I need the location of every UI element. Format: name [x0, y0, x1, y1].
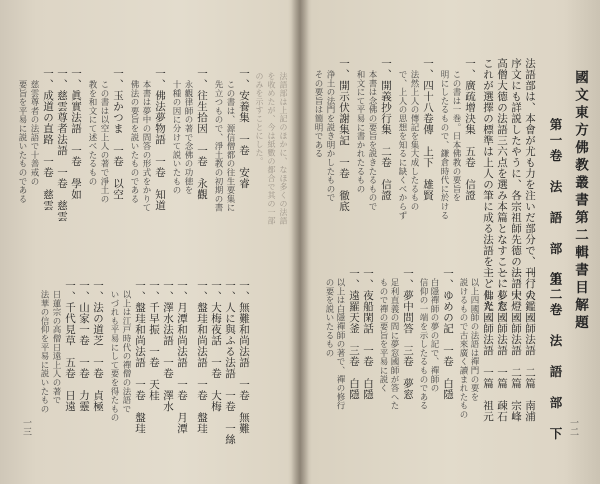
entry-text: 白隱禪師の夢の記で、禪師の: [429, 278, 439, 393]
entry-text: 説けるもので古來廣く讀まれたもの: [458, 278, 468, 419]
right-page: [300, 0, 600, 484]
entry-title: 一、千早振 一卷 天桂: [148, 280, 160, 401]
entry-text: この書は、源信僧都の往生要集に: [225, 80, 235, 212]
entry-text: 法然上人の傳記を集大成したるもの: [409, 70, 419, 211]
page-title: 國文東方佛教叢書第二輯書目解題: [572, 70, 588, 333]
entry-title: 一、盤珪和尚法語 一卷 盤珪: [134, 280, 146, 434]
entry-text: もので禪の要旨を平易に説く: [378, 278, 388, 393]
entry-text: 足利直義の問に夢窓國師が答へた: [389, 278, 399, 410]
intro-note-line: のみを示すことにした。: [255, 72, 264, 166]
entry-title: 一、安養集 一卷 安睿: [238, 68, 250, 189]
entry-text: の要を説いたるもの: [324, 278, 334, 358]
entry-title: 一、大鑑國師法語 二篇 南浦: [524, 268, 536, 422]
entry-text: で、上人の思想を知るに缺くべからず: [397, 70, 407, 220]
entry-text: 本書は夢中の問答の形式をかりて: [141, 80, 151, 212]
section-heading-upper: 第一卷 法 語 部 上: [548, 118, 563, 289]
intro-line: これが選擇の標準は上人の筆に成る法語を主とした: [482, 58, 494, 311]
entry-text: 法華の信仰を平易に説いたもの: [39, 290, 49, 414]
intro-note-line: 法語部は上記のほかに、なほ多くの法語: [279, 72, 288, 225]
entry-text: この書は以空上人の著で淨土の: [99, 80, 109, 204]
page-number: 一三: [21, 418, 31, 436]
entry-text: 信仰の一端を示したるものである: [418, 278, 428, 410]
entry-title: 一、大梅夜話 一卷 大梅: [210, 280, 222, 412]
entry-text: 明にしたるもので、鎌倉時代に於ける: [439, 70, 449, 220]
entry-title: 一、夢窓國師法語 一篇 疎石: [496, 268, 508, 422]
entry-title: 一、佛法夢物語 一卷 知道: [154, 68, 166, 211]
intro-line: 高僧大德の法語三六点を選み本篇となすことにした: [496, 58, 508, 311]
entry-title: 一、成道の直路 一卷 慈雲: [42, 68, 54, 211]
entry-title: 一、人に與ふる法語 一卷 一絲: [224, 280, 236, 445]
entry-title: 一、開示伏謝集記 一卷 徹底: [338, 58, 350, 212]
entry-text: 永觀律師の著で念佛の功徳を: [183, 80, 193, 195]
entry-title: 一、月潭和尚法語 一卷 月潭: [176, 280, 188, 434]
entry-title: 一、佛光國師法語 一篇 祖元: [482, 268, 494, 422]
entry-title: 一、開義抄行集 二卷 信證: [380, 58, 392, 201]
entry-text: 要旨を平易に説いたものである: [17, 80, 27, 204]
entry-title: 一、廣疏增決集 五卷 信證: [464, 58, 476, 201]
entry-text: 慈雲尊者の法語で十善戒の: [29, 80, 39, 186]
entry-text: 和文にて平易に書かれたるもの: [355, 70, 365, 194]
entry-title: 一、盤珪和尚法語 一卷 盤珪: [196, 280, 208, 434]
intro-line: 法語部は、本會が尤も力を注いだ部分で、刊行の: [524, 58, 536, 300]
page-number: 一二: [568, 418, 578, 436]
entry-title: 一、澤水法語 一卷 澤水: [162, 280, 174, 412]
entry-title: 一、無難和尚法語 一卷 無難: [238, 280, 250, 434]
entry-title: 一、千代見草 五卷 日遠: [64, 280, 76, 412]
intro-line: 序文にも詳説したやうに、各宗祖師先德の法語中: [510, 58, 522, 300]
entry-title: 一、眞實法語 一卷 學如: [70, 68, 82, 200]
intro-note-line: を收めたが、今は紙數の都合で其の一部: [267, 72, 276, 225]
entry-text: 以上は江戸時代の禪僧の法語で: [121, 290, 131, 414]
entry-title: 一、夜船閑話 一卷 白隱: [362, 268, 374, 400]
entry-title: 一、法の道芝 一卷 貞極: [92, 280, 104, 412]
entry-text: 佛法の要旨を説いたものである: [129, 80, 139, 204]
entry-title: 一、夢中問答 三卷 夢窓: [402, 268, 414, 400]
entry-text: 以上は白隱禪師の著で、禪の修行: [335, 278, 345, 410]
entry-text: 教を和文にて述べたるもの: [87, 80, 97, 186]
entry-text: 以上四國師の法語は禪門の要を: [469, 278, 479, 402]
entry-title: 一、遠羅天釜 三卷 白隱: [348, 268, 360, 400]
entry-text: いづれも平易にして要を得たもの: [109, 290, 119, 422]
entry-title: 一、山家一卷 一卷 力靈: [78, 280, 90, 412]
entry-text: 浄土の法門を説き明かしたもので: [325, 70, 335, 202]
entry-title: 一、往生拾因 一卷 永觀: [196, 68, 208, 200]
entry-title: 一、ゆめの記 一卷 白隱: [442, 268, 454, 400]
entry-title: 一、玉かつま 一卷 以空: [112, 68, 124, 200]
entry-text: その要旨は簡明である: [313, 70, 323, 158]
entry-title: 一、大燈國師法語 二篇 宗峰: [510, 268, 522, 422]
entry-text: 日蓮宗の高僧日遠上人の著で: [51, 290, 61, 405]
entry-text: 本書は念佛の要旨を説きたるもので: [367, 70, 377, 211]
entry-text: 先立つもので、淨土教の初期の書: [213, 80, 223, 212]
entry-text: 十種の因に分けて説いたもの: [171, 80, 181, 195]
entry-title: 一、四十八卷傳 上下 雄賢: [422, 58, 434, 201]
section-heading-lower: 第二卷 法 語 部 下: [548, 272, 563, 443]
entry-title: 一、慈雲尊者法語 一卷 慈雲: [56, 68, 68, 222]
entry-text: この書は一巻。日本佛教の要旨を: [451, 70, 461, 202]
